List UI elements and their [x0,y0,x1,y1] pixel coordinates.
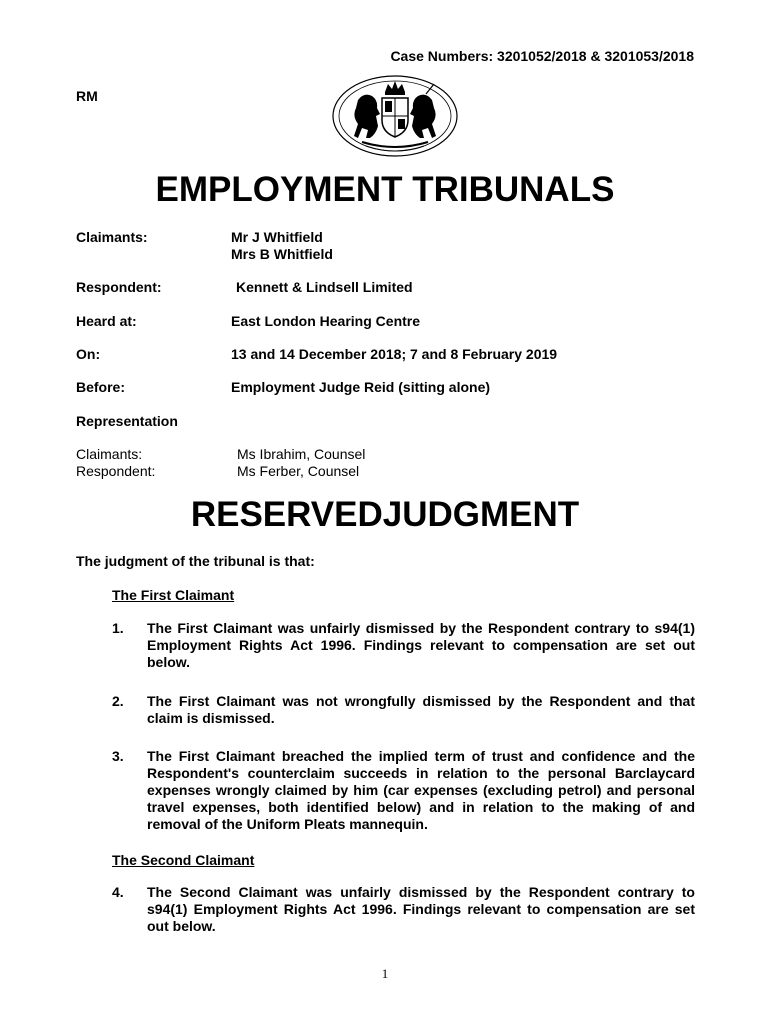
claimant-2: Mrs B Whitfield [231,246,333,262]
para-number: 3. [112,748,124,764]
para-number: 2. [112,693,124,709]
initials: RM [76,88,98,104]
heard-at-label: Heard at: [76,313,137,329]
judgment-title: RESERVEDJUDGMENT [190,495,580,534]
on-label: On: [76,346,101,362]
representation-heading: Representation [76,413,178,429]
judgment-paragraph: The First Claimant was not wrongfully dismissed by the Respondent and that claim is dismissed. [147,693,695,726]
claimant-1: Mr J Whitfield [231,229,323,245]
hearing-dates: 13 and 14 December 2018; 7 and 8 February 2019 [231,346,558,362]
rep-respondent-label: Respondent: [76,463,156,479]
judgment-paragraph: The First Claimant breached the implied term of trust and confidence and the Respondent's counterclaim succeeds in relation to the personal Barclaycard expenses wrongly claimed by him (car expenses (excluding petrol) and personal travel expenses, both identified below) and in relation to the making of and removal of the Uniform Pleats mannequin. [147,748,695,832]
claimants-names [231,229,333,263]
before-label: Before: [76,379,126,395]
respondent-label: Respondent: [76,279,162,295]
section-heading-first-claimant: The First Claimant [112,587,235,603]
royal-coat-of-arms-icon [330,70,460,158]
respondent-name: Kennett & Lindsell Limited [236,279,413,295]
page-number: 1 [381,966,389,981]
heard-at-value: East London Hearing Centre [231,313,421,329]
para-number: 1. [112,620,124,636]
judge-name: Employment Judge Reid (sitting alone) [231,379,491,395]
claimants-label: Claimants: [76,229,148,245]
section-heading-second-claimant: The Second Claimant [112,852,255,868]
rep-respondent-value: Ms Ferber, Counsel [237,463,360,479]
page-title: EMPLOYMENT TRIBUNALS [155,170,615,209]
judgment-paragraph: The Second Claimant was unfairly dismissed by the Respondent contrary to s94(1) Employment Rights Act 1996. Findings relevant to compensation are set out below. [147,884,695,934]
case-numbers: Case Numbers: 3201052/2018 & 3201053/2018 [390,48,694,64]
rep-claimants-label: Claimants: [76,446,143,462]
rep-claimants-value: Ms Ibrahim, Counsel [237,446,366,462]
judgment-intro: The judgment of the tribunal is that: [76,553,315,569]
judgment-paragraph: The First Claimant was unfairly dismissed by the Respondent contrary to s94(1) Employment Rights Act 1996. Findings relevant to compensation are set out below. [147,620,695,670]
para-number: 4. [112,884,124,900]
